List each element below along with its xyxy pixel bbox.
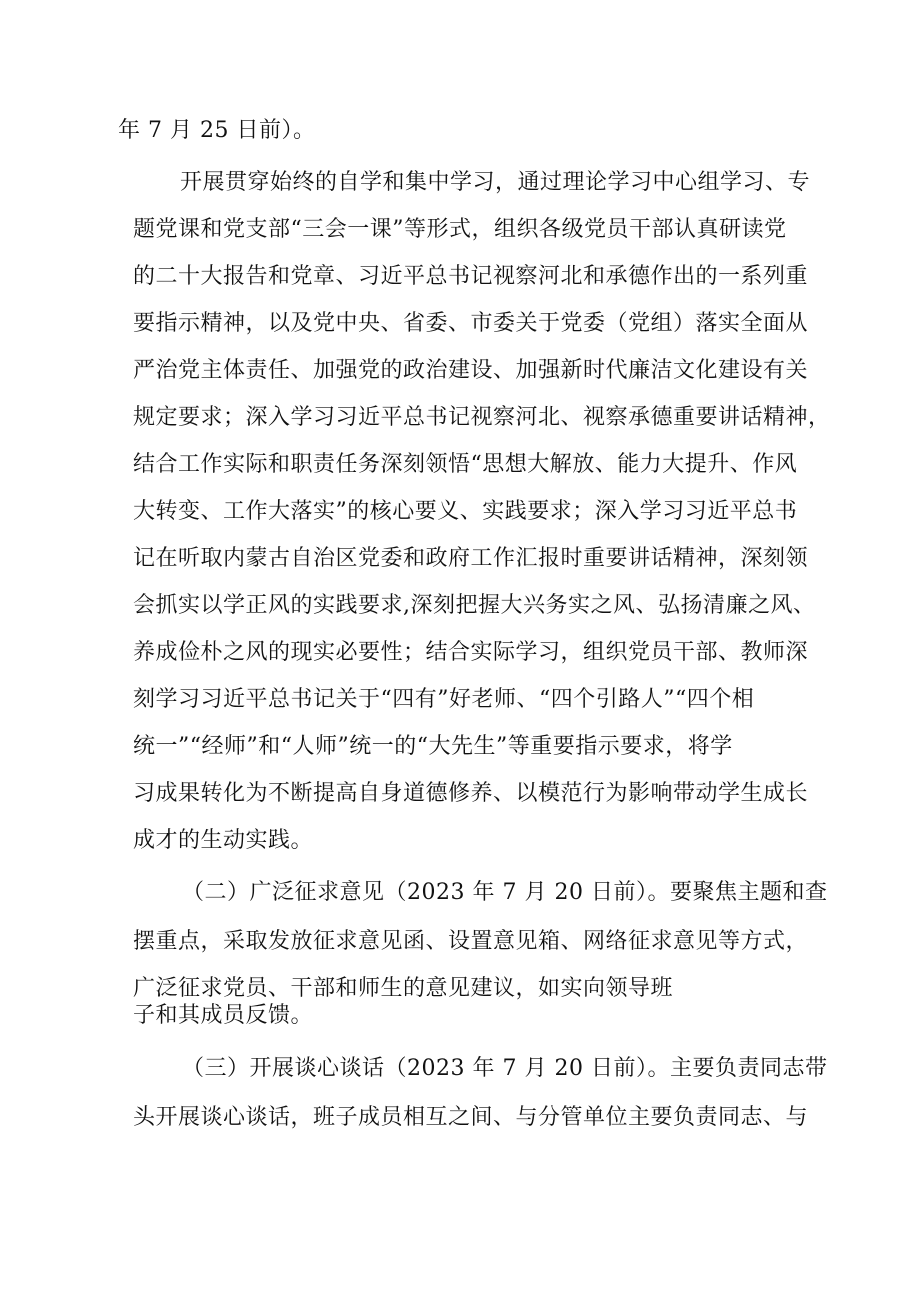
text-line: 广泛征求党员、干部和师生的意见建议，如实向领导班: [133, 976, 674, 1001]
text-line: 年 7 月 25 日前）。: [118, 118, 316, 143]
text-line: 开展贯穿始终的自学和集中学习，通过理论学习中心组学习、专: [180, 170, 811, 195]
text-line: 成才的生动实践。: [133, 828, 314, 853]
text-line: 的二十大报告和党章、习近平总书记视察河北和承德作出的一系列重: [133, 264, 809, 289]
text-line: 结合工作实际和职责任务深刻领悟“思想大解放、能力大提升、作风: [133, 452, 798, 477]
text-line: 规定要求；深入学习习近平总书记视察河北、视察承德重要讲话精神，: [133, 405, 831, 430]
text-line: 养成俭朴之风的现实必要性；结合实际学习，组织党员干部、教师深: [133, 640, 809, 665]
text-line: 题党课和党支部“三会一课”等形式，组织各级党员干部认真研读党: [133, 217, 787, 242]
text-line: （二）广泛征求意见（2023 年 7 月 20 日前）。要聚焦主题和查: [182, 880, 828, 905]
text-line: 习成果转化为不断提高自身道德修养、以模范行为影响带动学生成长: [133, 781, 809, 806]
text-line: 统一”“经师”和“人师”统一的“大先生”等重要指示要求，将学: [133, 734, 733, 759]
text-line: 记在听取内蒙古自治区党委和政府工作汇报时重要讲话精神，深刻领: [133, 546, 809, 571]
text-line: 子和其成员反馈。: [133, 1003, 314, 1028]
text-line: 刻学习习近平总书记关于“四有”好老师、“四个引路人”“四个相: [133, 687, 755, 712]
text-line: 严治党主体责任、加强党的政治建设、加强新时代廉洁文化建设有关: [133, 358, 809, 383]
text-line: （三）开展谈心谈话（2023 年 7 月 20 日前）。主要负责同志带: [182, 1056, 828, 1081]
text-line: 大转变、工作大落实”的核心要义、实践要求；深入学习习近平总书: [133, 499, 798, 524]
text-line: 要指示精神，以及党中央、省委、市委关于党委（党组）落实全面从: [133, 311, 809, 336]
text-line: 摆重点，采取发放征求意见函、设置意见箱、网络征求意见等方式，: [133, 929, 809, 954]
text-line: 会抓实以学正风的实践要求,深刻把握大兴务实之风、弘扬清廉之风、: [133, 593, 816, 618]
text-line: 头开展谈心谈话，班子成员相互之间、与分管单位主要负责同志、与: [133, 1105, 809, 1130]
